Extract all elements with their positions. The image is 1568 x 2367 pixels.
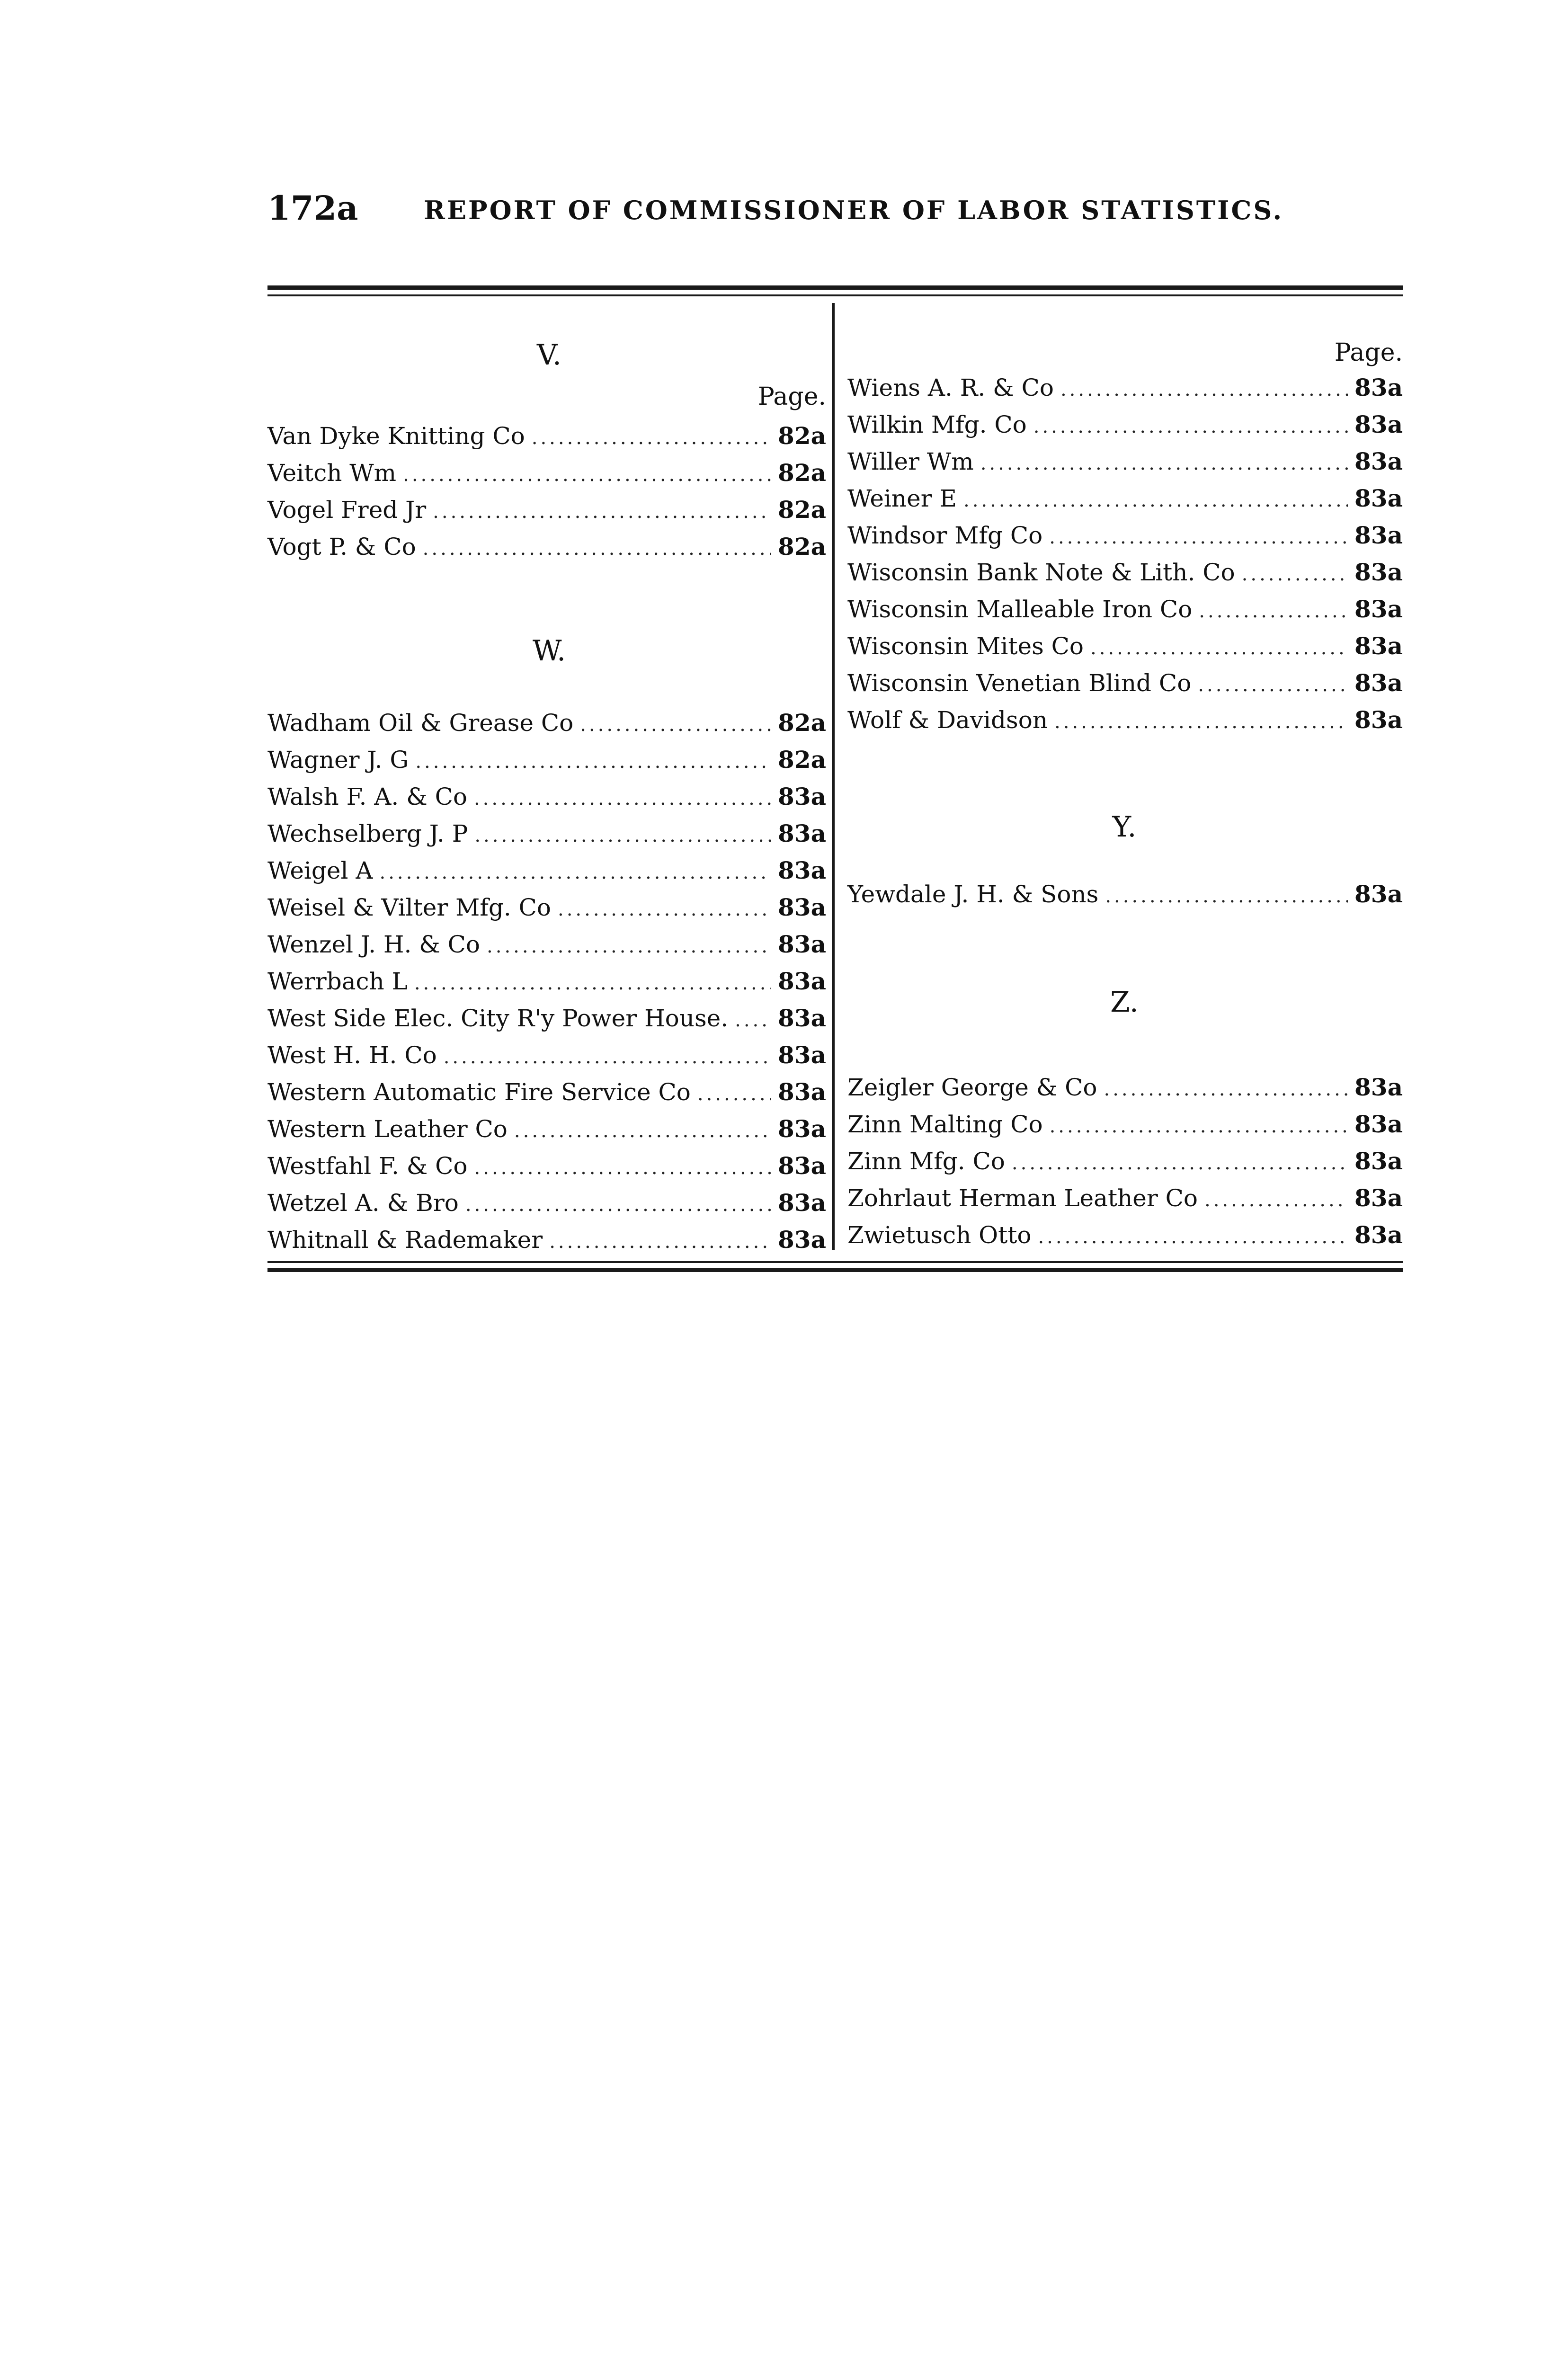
leader-dots <box>1049 519 1348 556</box>
entry-page: 83a <box>778 1041 826 1069</box>
index-entry <box>267 1000 826 1037</box>
index-entry <box>847 591 1403 628</box>
leader-dots <box>465 1186 771 1223</box>
index-entry <box>267 1184 826 1221</box>
leader-dots <box>963 482 1348 519</box>
index-entry <box>847 554 1403 591</box>
index-entry <box>847 628 1403 665</box>
entry-page: 83a <box>778 1078 826 1106</box>
entry-name: Wetzel A. & Bro <box>267 1189 459 1217</box>
entry-page: 82a <box>778 422 826 450</box>
index-entry <box>267 963 826 1000</box>
leader-dots <box>1012 1145 1348 1182</box>
leader-dots <box>980 445 1348 482</box>
index-entry <box>847 480 1403 517</box>
index-entry <box>267 704 826 741</box>
entry-page: 83a <box>778 930 826 958</box>
entry-name: Windsor Mfg Co <box>847 522 1043 549</box>
leader-dots <box>444 1039 771 1076</box>
entry-name: Vogt P. & Co <box>267 533 416 561</box>
entry-name: Wisconsin Bank Note & Lith. Co <box>847 559 1235 586</box>
index-entry <box>267 491 826 528</box>
index-entry <box>267 815 826 852</box>
leader-dots <box>423 530 771 567</box>
entry-page: 83a <box>1354 595 1403 623</box>
leader-dots <box>532 419 771 456</box>
index-entry <box>267 1221 826 1258</box>
entry-page: 83a <box>778 967 826 995</box>
index-entry <box>847 1069 1403 1106</box>
page-title: REPORT OF COMMISSIONER OF LABOR STATISTICS. <box>424 195 1284 225</box>
entry-name: Wadham Oil & Grease Co <box>267 709 574 737</box>
leader-dots <box>474 1149 772 1186</box>
entry-page: 83a <box>1354 484 1403 512</box>
entry-name: Werrbach L <box>267 968 408 995</box>
entry-name: Wagner J. G <box>267 746 409 774</box>
index-entry <box>267 1074 826 1111</box>
index-entry <box>267 418 826 454</box>
entry-name: Zwietusch Otto <box>847 1221 1032 1249</box>
entry-page: 83a <box>1354 632 1403 660</box>
leader-dots <box>433 493 771 530</box>
leader-dots <box>1033 408 1348 445</box>
entry-name: Zohrlaut Herman Leather Co <box>847 1184 1198 1212</box>
leader-dots <box>415 743 771 780</box>
entry-page: 83a <box>778 783 826 810</box>
entry-name: Veitch Wm <box>267 459 397 487</box>
entry-page: 83a <box>1354 1147 1403 1175</box>
leader-dots <box>1054 703 1348 740</box>
leader-dots <box>1198 667 1348 703</box>
entry-name: Wiens A. R. & Co <box>847 374 1054 401</box>
entry-name: Zinn Mfg. Co <box>847 1148 1005 1175</box>
column-divider <box>832 303 835 1250</box>
entry-name: Wilkin Mfg. Co <box>847 411 1027 438</box>
leader-dots <box>549 1223 771 1260</box>
index-entry <box>847 1217 1403 1254</box>
page-number: 172a <box>267 188 358 228</box>
entry-name: Van Dyke Knitting Co <box>267 422 525 450</box>
entry-name: Wisconsin Mites Co <box>847 632 1084 660</box>
entry-page: 83a <box>778 1115 826 1143</box>
entry-page: 83a <box>778 856 826 884</box>
section-letter-w: W. <box>532 634 566 667</box>
top-rule-thick <box>267 285 1403 290</box>
entry-name: Westfahl F. & Co <box>267 1152 468 1180</box>
entry-name: Wechselberg J. P <box>267 820 468 847</box>
running-header <box>267 188 1328 240</box>
entry-name: Western Automatic Fire Service Co <box>267 1078 691 1106</box>
entry-name: Vogel Fred Jr <box>267 496 427 524</box>
entry-page: 82a <box>778 746 826 774</box>
index-entry <box>847 517 1403 554</box>
entry-name: Walsh F. A. & Co <box>267 783 467 810</box>
entry-page: 82a <box>778 533 826 561</box>
index-entry <box>847 369 1403 406</box>
entry-name: Zeigler George & Co <box>847 1074 1097 1101</box>
entry-name: Western Leather Co <box>267 1115 508 1143</box>
entry-page: 83a <box>1354 374 1403 401</box>
entry-name: Weigel A <box>267 857 373 884</box>
index-entry <box>847 876 1403 913</box>
leader-dots <box>1105 878 1348 915</box>
index-entry <box>847 1180 1403 1217</box>
index-entry <box>267 852 826 889</box>
section-letter-v: V. <box>537 338 561 372</box>
entry-name: Wisconsin Venetian Blind Co <box>847 669 1192 697</box>
bottom-rule-thin <box>267 1261 1403 1263</box>
entry-page: 83a <box>778 1004 826 1032</box>
leader-dots <box>1060 371 1348 408</box>
leader-dots <box>403 456 771 493</box>
leader-dots <box>474 780 771 817</box>
entry-page: 83a <box>778 893 826 921</box>
leader-dots <box>735 1002 771 1039</box>
entry-name: Wenzel J. H. & Co <box>267 931 481 958</box>
leader-dots <box>1199 593 1348 630</box>
entry-page: 83a <box>1354 447 1403 475</box>
leader-dots <box>1050 1108 1348 1145</box>
index-entry <box>267 889 826 926</box>
entry-page: 83a <box>778 819 826 847</box>
leader-dots <box>514 1112 771 1149</box>
leader-dots <box>380 854 772 891</box>
index-entry <box>847 406 1403 443</box>
section-letter-y: Y. <box>1112 810 1137 844</box>
bottom-rule-thick <box>267 1268 1403 1272</box>
entry-page: 82a <box>778 459 826 487</box>
index-entry <box>267 778 826 815</box>
index-entry <box>847 443 1403 480</box>
leader-dots <box>580 706 771 743</box>
entry-page: 83a <box>1354 410 1403 438</box>
leader-dots <box>1090 630 1348 667</box>
entry-page: 83a <box>1354 669 1403 697</box>
entry-name: West H. H. Co <box>267 1041 437 1069</box>
entry-name: Weisel & Vilter Mfg. Co <box>267 894 551 921</box>
leader-dots <box>1038 1219 1348 1255</box>
entry-page: 83a <box>778 1189 826 1217</box>
entry-name: Wolf & Davidson <box>847 706 1048 734</box>
index-entry <box>847 702 1403 739</box>
entry-name: Wisconsin Malleable Iron Co <box>847 596 1193 623</box>
leader-dots <box>1204 1182 1348 1219</box>
index-entry <box>267 1037 826 1074</box>
entry-page: 83a <box>778 1226 826 1254</box>
index-entry <box>847 665 1403 702</box>
entry-page: 82a <box>778 709 826 737</box>
entry-page: 83a <box>1354 521 1403 549</box>
index-entry <box>267 454 826 491</box>
leader-dots <box>474 817 771 854</box>
entry-page: 83a <box>1354 1110 1403 1138</box>
leader-dots <box>487 928 771 965</box>
entry-page: 83a <box>1354 880 1403 908</box>
entry-page: 83a <box>1354 1184 1403 1212</box>
leader-dots <box>1242 556 1348 593</box>
leader-dots <box>1104 1071 1348 1108</box>
top-rule-thin <box>267 294 1403 296</box>
entry-page: 83a <box>1354 558 1403 586</box>
leader-dots <box>414 965 771 1002</box>
entry-page: 83a <box>1354 1073 1403 1101</box>
index-entry <box>267 1111 826 1148</box>
page-column-heading: Page. <box>757 383 826 411</box>
entry-name: Willer Wm <box>847 448 974 475</box>
entry-page: 83a <box>1354 1221 1403 1249</box>
index-entry <box>847 1106 1403 1143</box>
entry-page: 83a <box>1354 706 1403 734</box>
leader-dots <box>558 891 771 928</box>
index-entry <box>267 926 826 963</box>
entry-name: Weiner E <box>847 485 957 512</box>
index-entry <box>847 1143 1403 1180</box>
entry-name: West Side Elec. City R'y Power House. <box>267 1005 729 1032</box>
entry-page: 82a <box>778 496 826 524</box>
index-entry <box>267 1148 826 1184</box>
entry-name: Yewdale J. H. & Sons <box>847 881 1099 908</box>
section-letter-z: Z. <box>1110 986 1139 1019</box>
entry-name: Zinn Malting Co <box>847 1111 1043 1138</box>
entry-page: 83a <box>778 1152 826 1180</box>
index-entry <box>267 741 826 778</box>
page-column-heading: Page. <box>1334 338 1403 367</box>
entry-name: Whitnall & Rademaker <box>267 1226 543 1254</box>
leader-dots <box>697 1076 771 1112</box>
index-entry <box>267 528 826 565</box>
